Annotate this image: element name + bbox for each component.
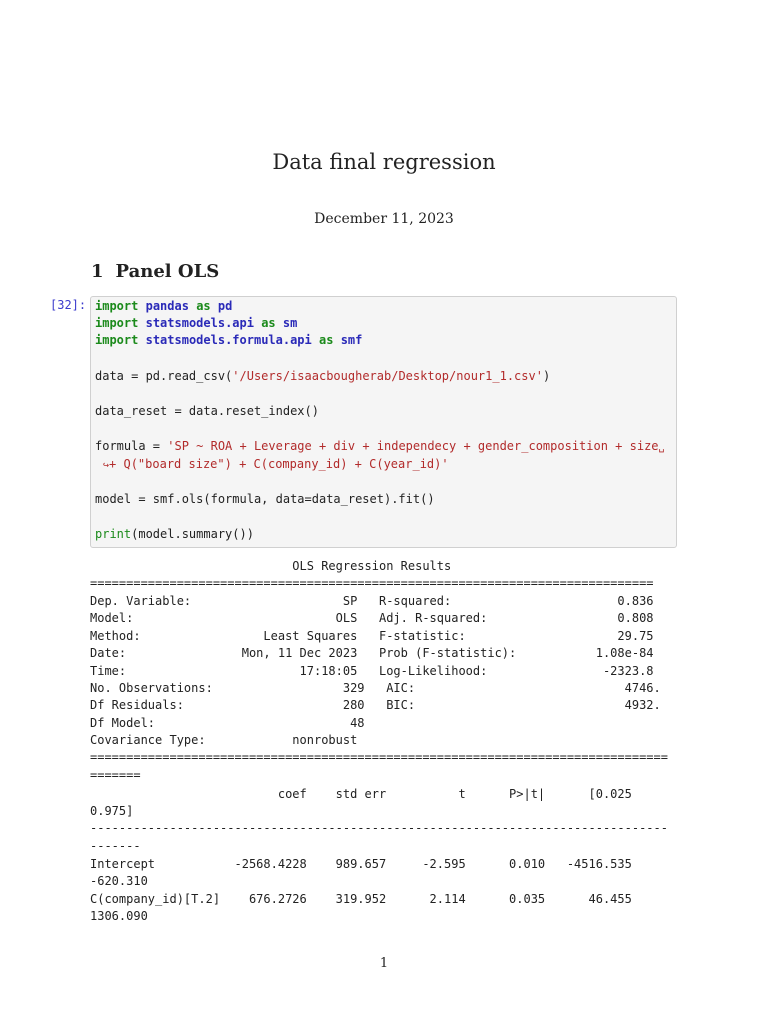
code-line-formula: formula = 'SP ~ ROA + Leverage + div + independecy + gender_composition + size␣	[95, 439, 665, 453]
wrap-arrow-icon: ↪	[103, 460, 110, 471]
output-line: Date: Mon, 11 Dec 2023 Prob (F-statistic): 1.08e-84	[90, 646, 654, 660]
output-line: Model: OLS Adj. R-squared: 0.808	[90, 611, 654, 625]
code-line-import-sm: import statsmodels.api as sm	[95, 316, 298, 330]
code-line-formula-continued: ↪+ Q("board size") + C(company_id) + C(year_id)'	[103, 457, 449, 471]
output-line: 0.975]	[90, 804, 134, 818]
section-number: 1	[91, 261, 104, 282]
cell-prompt: [32]:	[50, 298, 87, 312]
output-line: Time: 17:18:05 Log-Likelihood: -2323.8	[90, 664, 654, 678]
output-line: coef std err t P>|t| [0.025	[90, 787, 632, 801]
output-line: No. Observations: 329 AIC: 4746.	[90, 681, 661, 695]
output-line: OLS Regression Results	[90, 559, 452, 573]
output-line: Covariance Type: nonrobust	[90, 733, 358, 747]
section-label: Panel OLS	[115, 261, 220, 282]
document-date: December 11, 2023	[314, 211, 454, 227]
code-line-import-smf: import statsmodels.formula.api as smf	[95, 333, 363, 347]
output-line: -------	[90, 839, 141, 853]
output-line: 1306.090	[90, 909, 148, 923]
output-line: C(company_id)[T.2] 676.2726 319.952 2.114 0.035 46.455	[90, 892, 632, 906]
section-heading	[91, 261, 219, 282]
output-line: Method: Least Squares F-statistic: 29.75	[90, 629, 654, 643]
output-line: --------------------------------------------------------------------------------	[90, 821, 668, 835]
code-line-reset-index: data_reset = data.reset_index()	[95, 404, 319, 418]
document-title: Data final regression	[272, 150, 496, 174]
output-line: Df Residuals: 280 BIC: 4932.	[90, 698, 661, 712]
output-line: =======	[90, 768, 141, 782]
output-line: Dep. Variable: SP R-squared: 0.836	[90, 594, 654, 608]
code-line-print: print(model.summary())	[95, 527, 254, 541]
output-line: ==============================================================================	[90, 576, 654, 590]
output-line: -620.310	[90, 874, 148, 888]
output-line: Df Model: 48	[90, 716, 365, 730]
code-line-model: model = smf.ols(formula, data=data_reset).fit()	[95, 492, 435, 506]
code-line-read-csv: data = pd.read_csv('/Users/isaacbougherab/Desktop/nour1_1.csv')	[95, 369, 551, 383]
output-line: ================================================================================	[90, 750, 668, 764]
output-line: Intercept -2568.4228 989.657 -2.595 0.010 -4516.535	[90, 857, 632, 871]
page-number: 1	[379, 956, 389, 971]
code-line-import-pandas: import pandas as pd	[95, 299, 233, 313]
